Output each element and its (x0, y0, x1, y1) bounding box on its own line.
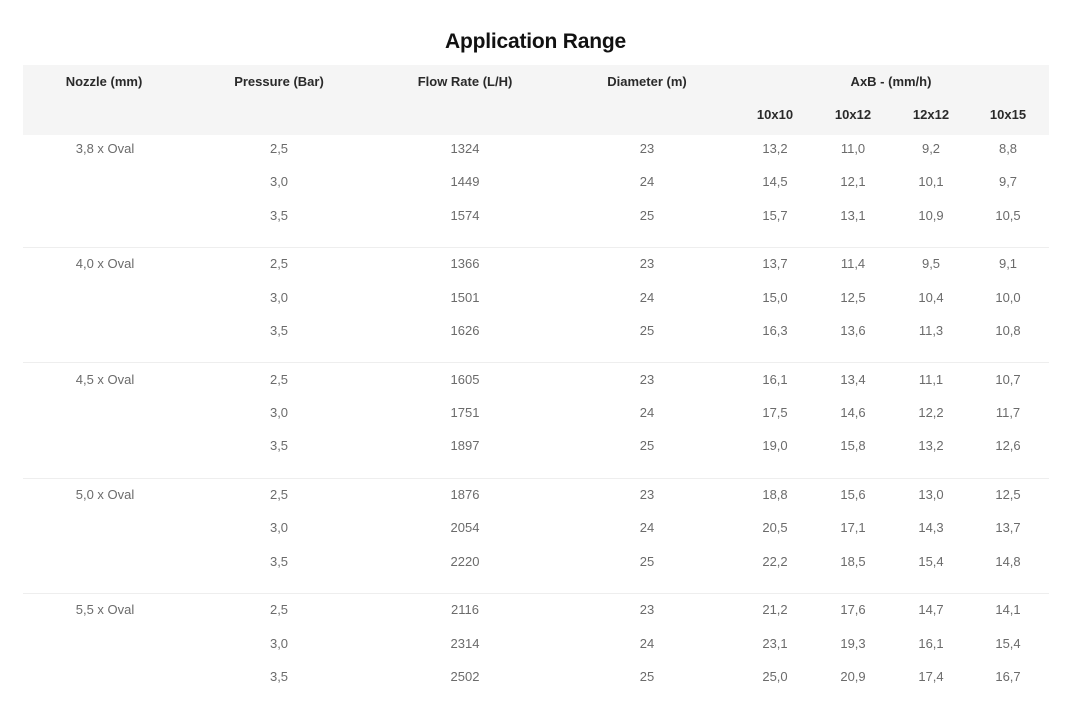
diameter-cell: 25 (639, 323, 655, 338)
axb-cell: 14,7 (918, 602, 944, 617)
nozzle-label: 5,5 x Oval (75, 602, 135, 618)
pressure-cell: 3,0 (269, 636, 289, 651)
axb-cell: 25,0 (762, 669, 788, 684)
axb-cell: 9,7 (998, 174, 1018, 189)
axb-cell: 14,8 (995, 554, 1021, 569)
axb-cell: 16,3 (762, 323, 788, 338)
axb-cell: 10,7 (995, 372, 1021, 387)
axb-cell: 9,1 (998, 256, 1018, 271)
pressure-cell: 2,5 (269, 141, 289, 156)
pressure-cell: 3,5 (269, 323, 289, 338)
flow-rate-cell: 1574 (450, 208, 480, 223)
axb-cell: 11,4 (840, 256, 866, 271)
flow-rate-cell: 1605 (450, 372, 480, 387)
diameter-cell: 25 (639, 438, 655, 453)
diameter-cell: 24 (639, 636, 655, 651)
axb-cell: 14,1 (995, 602, 1021, 617)
axb-cell: 13,6 (840, 323, 866, 338)
axb-cell: 17,6 (840, 602, 866, 617)
axb-cell: 14,6 (840, 405, 866, 420)
axb-cell: 16,1 (918, 636, 944, 651)
axb-cell: 11,7 (995, 405, 1021, 420)
flow-rate-cell: 1897 (450, 438, 480, 453)
nozzle-label: 3,8 x Oval (75, 141, 135, 156)
axb-cell: 15,0 (762, 290, 788, 305)
flow-rate-cell: 1501 (450, 290, 480, 305)
diameter-cell: 23 (639, 602, 655, 617)
nozzle-label: 4,0 x Oval (75, 256, 135, 272)
header-axb-12x12: 12x12 (912, 107, 950, 122)
axb-cell: 12,5 (840, 290, 866, 305)
pressure-cell: 3,5 (269, 554, 289, 569)
axb-cell: 15,6 (840, 487, 866, 502)
axb-cell: 20,5 (762, 520, 788, 535)
axb-cell: 12,2 (918, 405, 944, 420)
pressure-cell: 2,5 (269, 372, 289, 387)
axb-cell: 13,4 (840, 372, 866, 387)
diameter-cell: 24 (639, 520, 655, 535)
diameter-cell: 24 (639, 405, 655, 420)
axb-cell: 12,5 (995, 487, 1021, 502)
axb-cell: 10,4 (918, 290, 944, 305)
diameter-cell: 23 (639, 487, 655, 502)
header-pressure: Pressure (Bar) (234, 74, 324, 89)
axb-cell: 14,3 (918, 520, 944, 535)
header-axb-10x12: 10x12 (834, 107, 872, 122)
page-title: Application Range (445, 30, 626, 53)
pressure-cell: 3,0 (269, 405, 289, 420)
flow-rate-cell: 2054 (450, 520, 480, 535)
axb-cell: 19,0 (762, 438, 788, 453)
pressure-cell: 3,5 (269, 669, 289, 684)
axb-cell: 19,3 (840, 636, 866, 651)
flow-rate-cell: 1876 (450, 487, 480, 502)
group-divider (23, 362, 1049, 363)
axb-cell: 18,8 (762, 487, 788, 502)
axb-cell: 20,9 (840, 669, 866, 684)
diameter-cell: 23 (639, 256, 655, 271)
flow-rate-cell: 2502 (450, 669, 480, 684)
header-axb-10x15: 10x15 (989, 107, 1027, 122)
axb-cell: 10,0 (995, 290, 1021, 305)
flow-rate-cell: 1626 (450, 323, 480, 338)
axb-cell: 11,0 (840, 141, 866, 156)
axb-cell: 11,1 (918, 372, 944, 387)
axb-cell: 10,5 (995, 208, 1021, 223)
pressure-cell: 3,0 (269, 174, 289, 189)
axb-cell: 9,5 (921, 256, 941, 271)
group-divider (23, 593, 1049, 594)
group-divider (23, 247, 1049, 248)
header-nozzle: Nozzle (mm) (65, 74, 143, 89)
axb-cell: 13,1 (840, 208, 866, 223)
diameter-cell: 25 (639, 554, 655, 569)
pressure-cell: 2,5 (269, 487, 289, 502)
nozzle-label: 5,0 x Oval (75, 486, 135, 502)
axb-cell: 15,7 (762, 208, 788, 223)
header-axb: AxB - (mm/h) (850, 74, 932, 89)
pressure-cell: 3,5 (269, 438, 289, 453)
diameter-cell: 25 (639, 669, 655, 684)
axb-cell: 8,8 (998, 141, 1018, 156)
flow-rate-cell: 2314 (450, 636, 480, 651)
flow-rate-cell: 1366 (450, 256, 480, 271)
axb-cell: 18,5 (840, 554, 866, 569)
diameter-cell: 24 (639, 174, 655, 189)
diameter-cell: 23 (639, 141, 655, 156)
diameter-cell: 24 (639, 290, 655, 305)
axb-cell: 10,8 (995, 323, 1021, 338)
axb-cell: 16,1 (762, 372, 788, 387)
flow-rate-cell: 1449 (450, 174, 480, 189)
flow-rate-cell: 2116 (451, 602, 479, 617)
axb-cell: 13,2 (918, 438, 944, 453)
axb-cell: 17,1 (840, 520, 866, 535)
pressure-cell: 3,0 (269, 290, 289, 305)
axb-cell: 13,7 (762, 256, 788, 271)
axb-cell: 9,2 (921, 141, 941, 156)
axb-cell: 22,2 (762, 554, 788, 569)
group-divider (23, 478, 1049, 479)
axb-cell: 16,7 (995, 669, 1021, 684)
axb-cell: 17,5 (762, 405, 788, 420)
diameter-cell: 25 (639, 208, 655, 223)
flow-rate-cell: 1324 (450, 141, 480, 156)
flow-rate-cell: 1751 (450, 405, 480, 420)
axb-cell: 13,7 (995, 520, 1021, 535)
pressure-cell: 3,0 (269, 520, 289, 535)
axb-cell: 10,9 (918, 208, 944, 223)
axb-cell: 12,6 (995, 438, 1021, 453)
nozzle-label: 4,5 x Oval (75, 371, 135, 387)
axb-cell: 21,2 (762, 602, 788, 617)
axb-cell: 15,4 (918, 554, 944, 569)
header-axb-10x10: 10x10 (756, 107, 794, 122)
pressure-cell: 2,5 (269, 602, 289, 617)
pressure-cell: 2,5 (269, 256, 289, 271)
header-flow-rate: Flow Rate (L/H) (417, 74, 513, 89)
axb-cell: 13,2 (762, 141, 788, 156)
axb-cell: 15,8 (840, 438, 866, 453)
pressure-cell: 3,5 (269, 208, 289, 223)
axb-cell: 14,5 (762, 174, 788, 189)
axb-cell: 10,1 (918, 174, 944, 189)
diameter-cell: 23 (639, 372, 655, 387)
axb-cell: 23,1 (762, 636, 788, 651)
axb-cell: 12,1 (840, 174, 866, 189)
axb-cell: 17,4 (918, 669, 944, 684)
axb-cell: 13,0 (918, 487, 944, 502)
flow-rate-cell: 2220 (450, 554, 480, 569)
axb-cell: 15,4 (995, 636, 1021, 651)
header-diameter: Diameter (m) (607, 74, 687, 89)
axb-cell: 11,3 (918, 323, 944, 338)
